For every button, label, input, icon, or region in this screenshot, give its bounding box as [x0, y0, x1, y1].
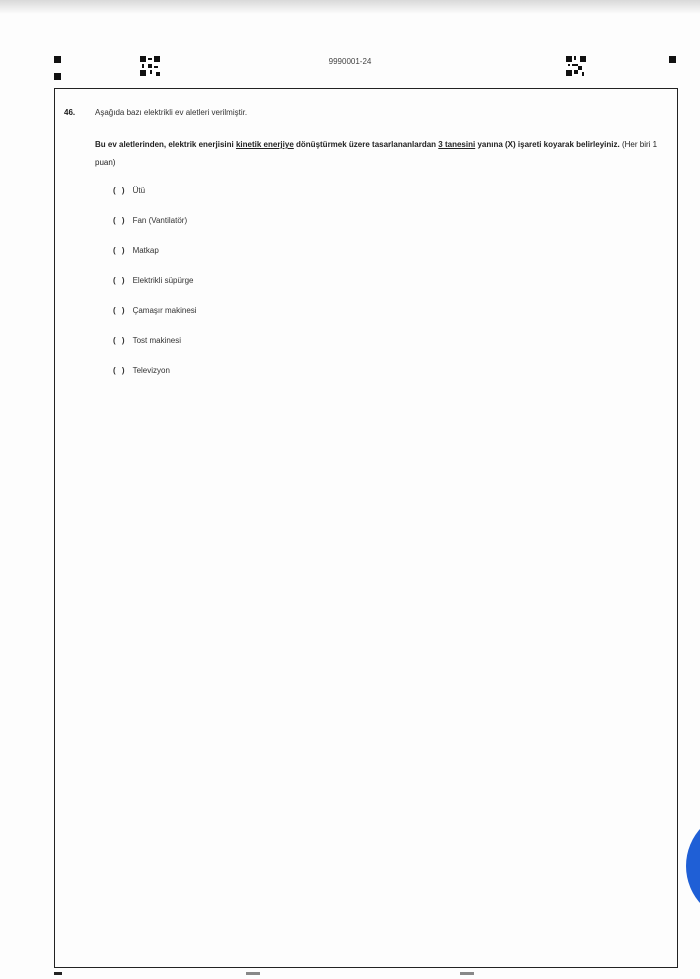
option-label: Televizyon: [132, 366, 170, 375]
option-7[interactable]: [113, 366, 170, 375]
instruction-underline-count: 3 tanesini: [438, 140, 476, 149]
option-1[interactable]: [113, 186, 145, 195]
instruction-text-3: yanına (X) işareti koyarak belirleyiniz.: [477, 140, 620, 149]
bottom-mark-center-left: [246, 972, 260, 975]
option-checkbox[interactable]: ( ): [113, 216, 127, 225]
option-3[interactable]: [113, 246, 159, 255]
option-label: Elektrikli süpürge: [132, 276, 194, 285]
registration-mark-left: [54, 73, 61, 80]
option-checkbox[interactable]: ( ): [113, 306, 127, 315]
question-number: 46.: [64, 108, 76, 117]
option-6[interactable]: [113, 336, 181, 345]
option-checkbox[interactable]: ( ): [113, 366, 127, 375]
option-2[interactable]: [113, 216, 187, 225]
question-instruction: [95, 136, 670, 172]
top-shadow: [0, 0, 700, 14]
option-label: Tost makinesi: [132, 336, 182, 345]
option-checkbox[interactable]: ( ): [113, 276, 127, 285]
option-label: Matkap: [132, 246, 159, 255]
option-4[interactable]: [113, 276, 193, 285]
bottom-mark-center-right: [460, 972, 474, 975]
bottom-mark-left: [54, 972, 62, 975]
document-code: 9990001-24: [328, 57, 372, 66]
instruction-text-2: dönüştürmek üzere tasarlananlardan: [296, 140, 437, 149]
option-checkbox[interactable]: ( ): [113, 246, 127, 255]
instruction-text-1: Bu ev aletlerinden, elektrik enerjisini: [95, 140, 234, 149]
question-intro: Aşağıda bazı elektrikli ev aletleri verilmiştir.: [95, 108, 248, 117]
option-label: Çamaşır makinesi: [132, 306, 197, 315]
instruction-points: (Her biri 1 puan): [95, 140, 658, 167]
option-label: Fan (Vantilatör): [132, 216, 188, 225]
option-5[interactable]: [113, 306, 197, 315]
side-tab-button[interactable]: [686, 810, 700, 922]
option-label: Ütü: [132, 186, 146, 195]
option-checkbox[interactable]: ( ): [113, 186, 127, 195]
instruction-underline-kinetic: kinetik enerjiye: [235, 140, 294, 149]
option-checkbox[interactable]: ( ): [113, 336, 127, 345]
